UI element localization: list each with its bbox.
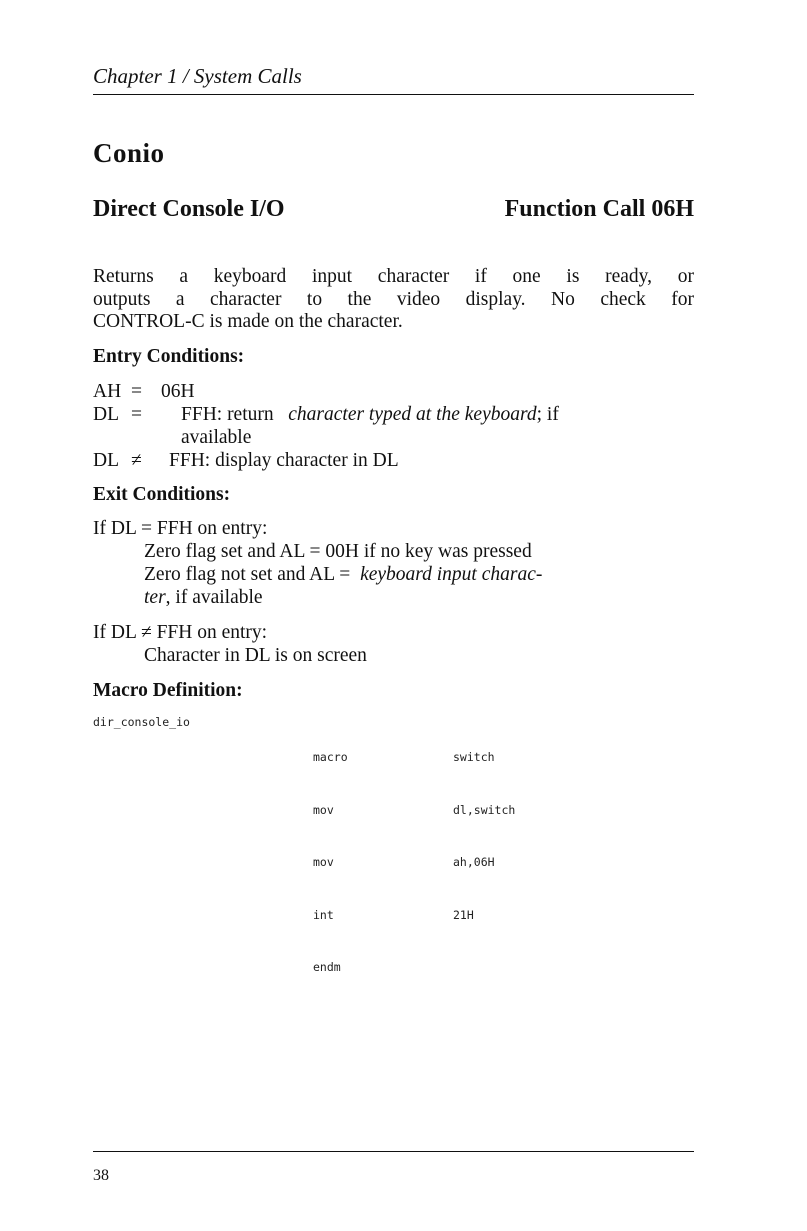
description-line: Returns a keyboard input character if one is ready, or: [93, 266, 694, 287]
macro-arg: switch: [453, 750, 495, 764]
running-header: Chapter 1 / System Calls: [93, 64, 302, 88]
entry-dl-ffh-cont: available: [181, 427, 252, 448]
macro-definition-heading: Macro Definition:: [93, 680, 243, 701]
exit-c1-line2: Zero flag not set and AL = keyboard input charac-: [144, 564, 543, 585]
exit-conditions-heading: Exit Conditions:: [93, 484, 231, 505]
entry-dl-ne: DL ≠ FFH: display character in DL: [93, 450, 399, 471]
macro-op: macro: [313, 750, 348, 764]
function-call-label: Function Call 06H: [504, 196, 694, 222]
section-subtitle: Direct Console I/O: [93, 196, 285, 222]
macro-op: mov: [313, 802, 334, 817]
description: [93, 266, 694, 334]
macro-op: int: [313, 907, 334, 922]
macro-op: endm: [313, 960, 341, 974]
exit-condition-2: If DL ≠ FFH on entry:: [93, 622, 268, 643]
macro-name: dir_console_io: [93, 715, 190, 729]
macro-arg: 21H: [453, 907, 474, 922]
entry-dl-ffh: DL = FFH: return character typed at the keyboard; if: [93, 404, 559, 425]
entry-conditions-heading: Entry Conditions:: [93, 346, 245, 367]
page-number: 38: [93, 1167, 109, 1184]
entry-ah: AH = 06H: [93, 381, 195, 402]
page-title: Conio: [93, 138, 165, 168]
description-line: CONTROL-C is made on the character.: [93, 311, 403, 332]
macro-op: mov: [313, 855, 334, 869]
description-line: outputs a character to the video display. No check for: [93, 288, 694, 310]
footer-rule: [93, 1151, 694, 1152]
macro-args: [453, 714, 515, 942]
exit-condition-1: If DL = FFH on entry:: [93, 518, 268, 539]
macro-ops: [313, 714, 348, 994]
exit-c1-line1: Zero flag set and AL = 00H if no key was pressed: [144, 541, 532, 562]
macro-arg: dl,switch: [453, 802, 516, 817]
macro-arg: ah,06H: [453, 855, 495, 869]
header-rule: [93, 94, 694, 95]
exit-c1-line3: ter, if available: [144, 587, 263, 608]
exit-c2-line1: Character in DL is on screen: [144, 645, 367, 666]
